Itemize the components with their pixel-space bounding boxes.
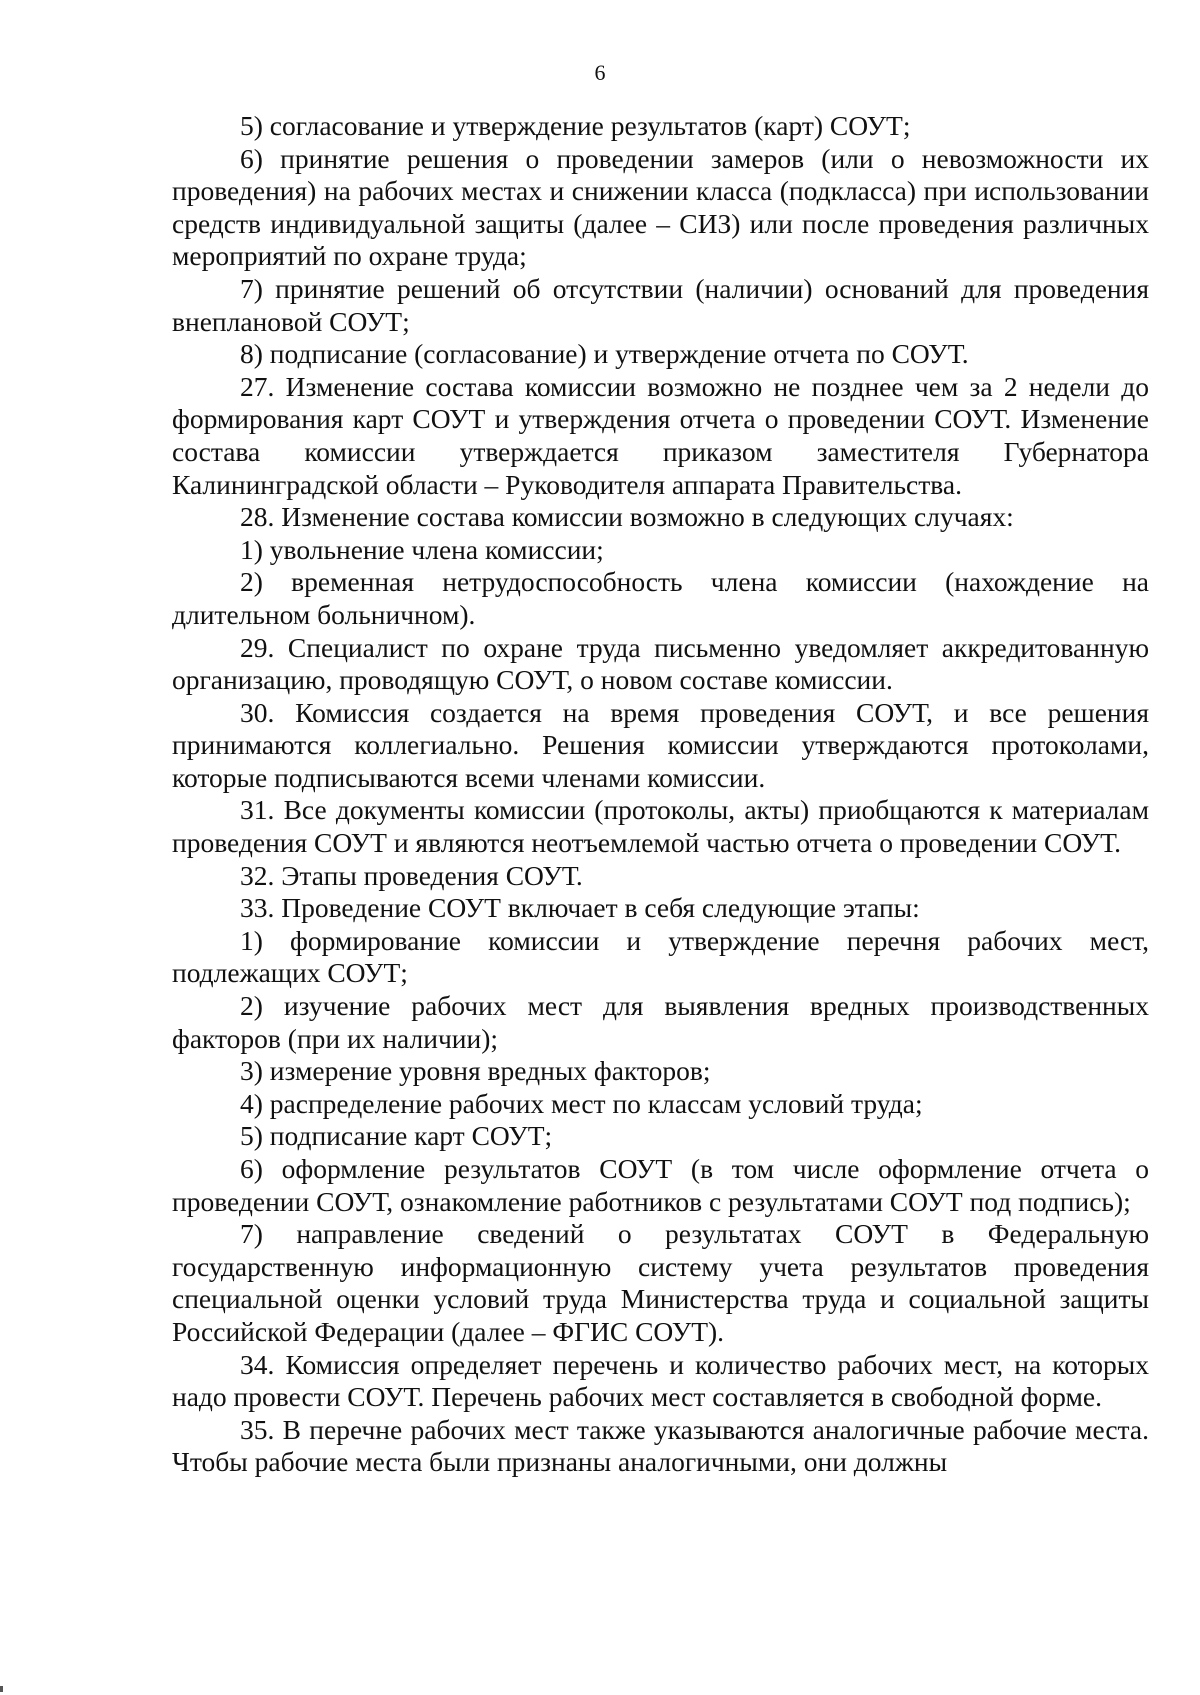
paragraph-item-5: 5) согласование и утверждение результатов (карт) СОУТ; xyxy=(240,110,911,141)
document-body xyxy=(172,110,1149,1479)
paragraph-clause-33-item-1: 1) формирование комиссии и утверждение перечня рабочих мест, подлежащих СОУТ; xyxy=(172,924,1149,989)
paragraph-clause-33-item-4: 4) распределение рабочих мест по классам условий труда; xyxy=(240,1087,923,1119)
paragraph-item-7: 7) принятие решений об отсутствии (наличии) оснований для проведения внеплановой СОУТ; xyxy=(172,272,1149,337)
page-number: 6 xyxy=(594,60,606,85)
paragraph-clause-33: 33. Проведение СОУТ включает в себя следующие этапы: xyxy=(240,892,920,924)
paragraph-clause-27: 27. Изменение состава комиссии возможно не позднее чем за 2 недели до формирования карт СОУТ и утверждения отчета о проведении СОУТ. Изменение состава комиссии утверждается приказом заместителя Губернатора Калининградской области – Руководителя аппарата Правительства. xyxy=(172,370,1149,500)
paragraph-item-6: 6) принятие решения о проведении замеров (или о невозможности их проведения) на рабочих местах и снижении класса (подкласса) при использовании средств индивидуальной защиты (далее – СИЗ) или после проведения различных мероприятий по охране труда; xyxy=(172,142,1149,272)
paragraph-clause-35: 35. В перечне рабочих мест также указываются аналогичные рабочие места. Чтобы рабочие места были признаны аналогичными, они должны xyxy=(172,1413,1149,1478)
scan-edge-mark xyxy=(0,1686,3,1692)
paragraph-item-8: 8) подписание (согласование) и утверждение отчета по СОУТ. xyxy=(240,338,969,370)
paragraph-clause-28: 28. Изменение состава комиссии возможно в следующих случаях: xyxy=(240,501,1014,533)
paragraph-clause-28-item-2: 2) временная нетрудоспособность члена комиссии (нахождение на длительном больничном). xyxy=(172,566,1149,630)
paragraph-clause-33-item-2: 2) изучение рабочих мест для выявления вредных производственных факторов (при их наличии); xyxy=(172,990,1149,1054)
paragraph-clause-33-item-7: 7) направление сведений о результатах СОУТ в Федеральную государственную информационную систему учета результатов проведения специальной оценки условий труда Министерства труда и социальной защиты Российской Федерации (далее – ФГИС СОУТ). xyxy=(172,1218,1149,1347)
paragraph-clause-31: 31. Все документы комиссии (протоколы, акты) приобщаются к материалам проведения СОУТ и являются неотъемлемой частью отчета о проведении СОУТ. xyxy=(172,794,1149,859)
paragraph-clause-33-item-6: 6) оформление результатов СОУТ (в том числе оформление отчета о проведении СОУТ, ознакомление работников с результатами СОУТ под подпись); xyxy=(172,1153,1149,1217)
paragraph-clause-28-item-1: 1) увольнение члена комиссии; xyxy=(240,533,604,565)
paragraph-clause-33-item-3: 3) измерение уровня вредных факторов; xyxy=(240,1055,711,1087)
paragraph-clause-34: 34. Комиссия определяет перечень и количество рабочих мест, на которых надо провести СОУТ. Перечень рабочих мест составляется в свободной форме. xyxy=(172,1348,1149,1413)
paragraph-clause-29: 29. Специалист по охране труда письменно уведомляет аккредитованную организацию, проводящую СОУТ, о новом составе комиссии. xyxy=(172,631,1149,696)
paragraph-clause-30: 30. Комиссия создается на время проведения СОУТ, и все решения принимаются коллегиально. Решения комиссии утверждаются протоколами, которые подписываются всеми членами комиссии. xyxy=(172,696,1149,793)
paragraph-clause-32: 32. Этапы проведения СОУТ. xyxy=(240,859,583,891)
paragraph-clause-33-item-5: 5) подписание карт СОУТ; xyxy=(240,1120,553,1152)
